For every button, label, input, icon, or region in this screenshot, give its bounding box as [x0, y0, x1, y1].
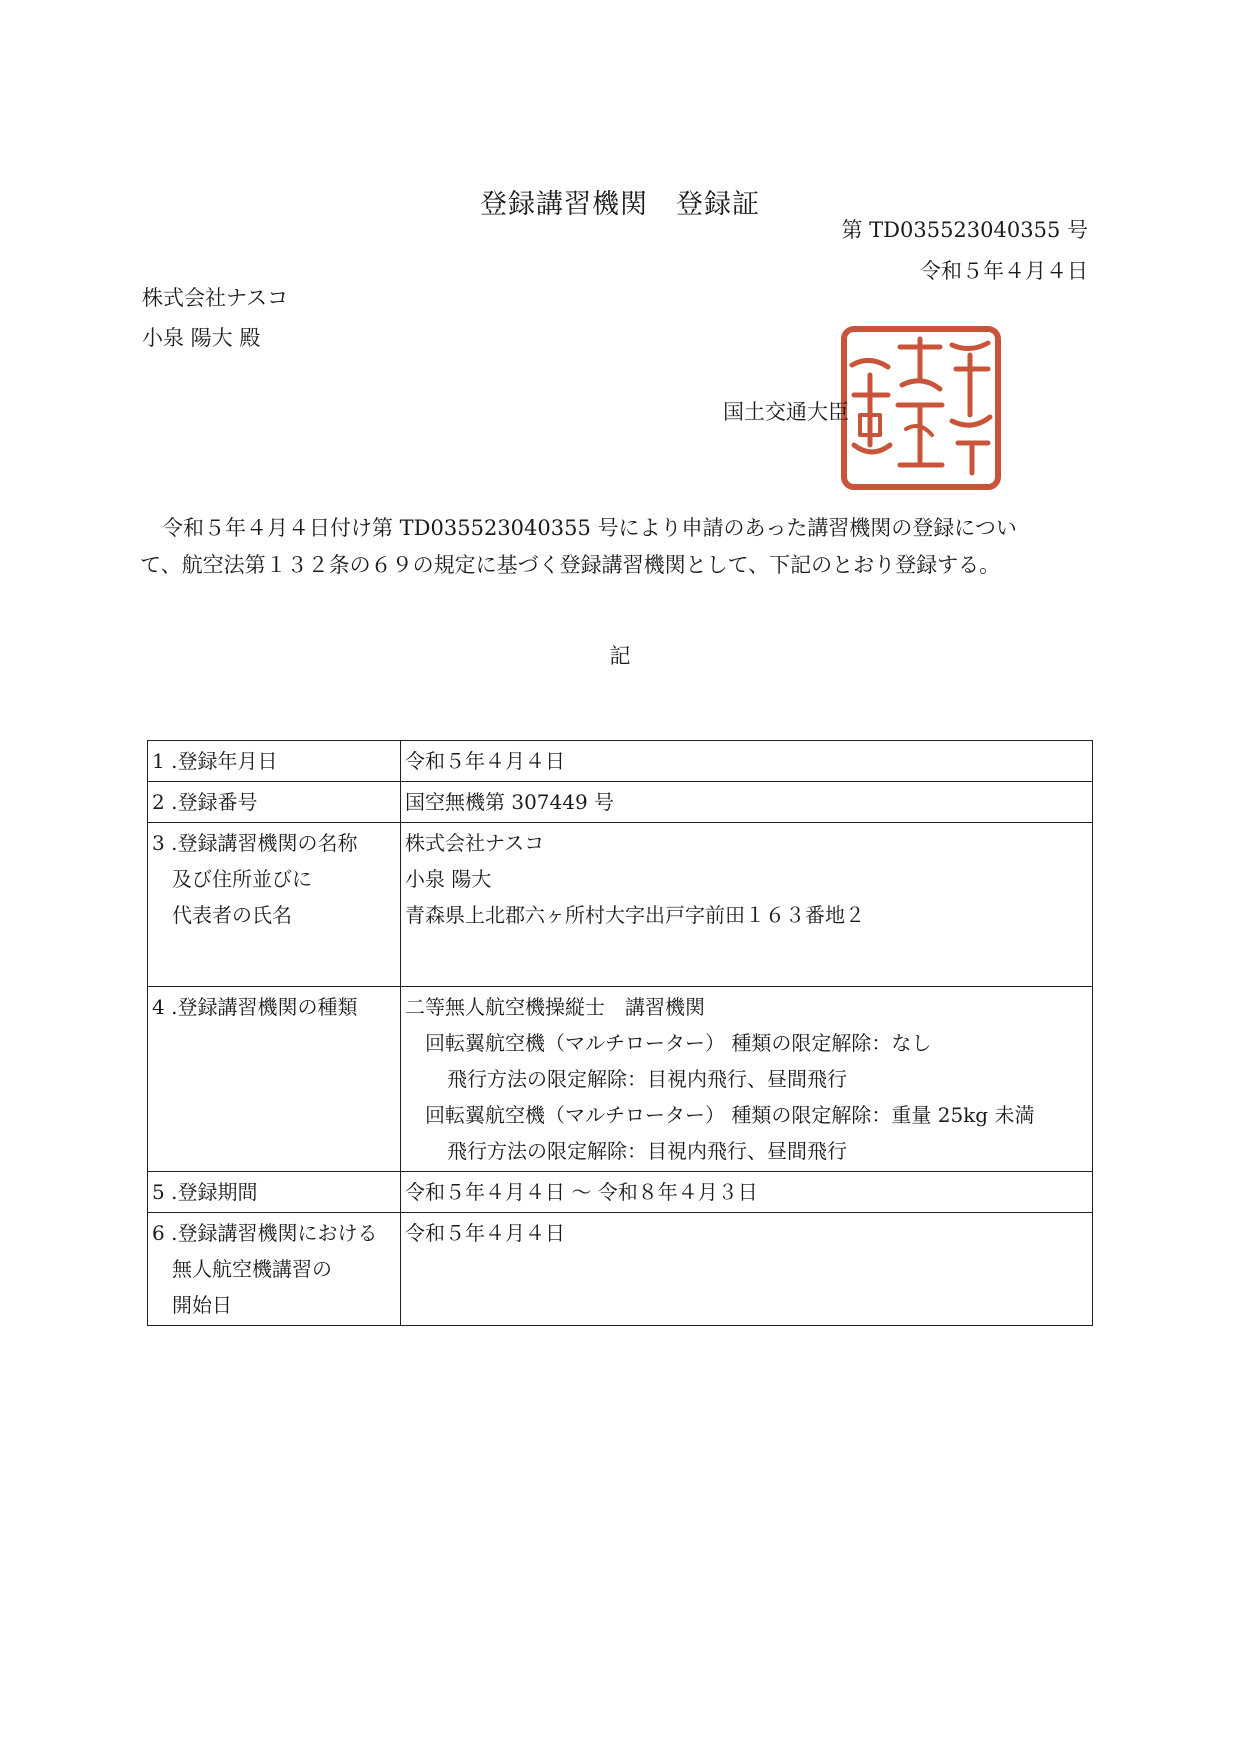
value-line: 飛行方法の限定解除：目視内飛行、昼間飛行 [447, 1139, 847, 1163]
issue-date: 令和５年４月４日 [920, 259, 1088, 283]
table-row [148, 741, 1093, 782]
issuer-name: 国土交通大臣 [723, 400, 849, 424]
value-line: 二等無人航空機操縦士 講習機関 [405, 995, 705, 1019]
label-line: 及び住所並びに [172, 867, 312, 891]
value-line: 株式会社ナスコ [405, 831, 545, 855]
value-line: 飛行方法の限定解除：目視内飛行、昼間飛行 [447, 1067, 847, 1091]
row-value [401, 782, 1093, 823]
document-title: 登録講習機関 登録証 [480, 189, 760, 220]
recipient-name: 小泉 陽大 殿 [142, 326, 261, 350]
label-line: 代表者の氏名 [172, 903, 292, 927]
registration-table [147, 740, 1093, 1326]
value-line: 令和５年４月４日 [405, 749, 565, 773]
value-line: 回転翼航空機（マルチローター） 種類の限定解除：重量 25kg 未満 [425, 1103, 1035, 1127]
official-seal-icon [840, 325, 1002, 491]
value-line: 令和５年４月４日 〜 令和８年４月３日 [405, 1180, 758, 1204]
row-label [148, 741, 401, 782]
table-row [148, 987, 1093, 1172]
row-value [401, 1172, 1093, 1213]
value-line: 青森県上北郡六ヶ所村大字出戸字前田１６３番地２ [405, 903, 865, 927]
body-paragraph [140, 510, 1100, 584]
table-row [148, 1172, 1093, 1213]
table-row [148, 823, 1093, 987]
row-value [401, 823, 1093, 987]
row-value [401, 987, 1093, 1172]
label-line: 6 .登録講習機関における [152, 1221, 378, 1245]
row-label [148, 823, 401, 987]
label-line: 無人航空機講習の [172, 1257, 332, 1281]
row-label [148, 1213, 401, 1326]
label-line: 3 .登録講習機関の名称 [152, 831, 358, 855]
recipient-company: 株式会社ナスコ [142, 286, 289, 310]
document-number: 第 TD035523040355 号 [841, 218, 1088, 242]
table-row [148, 782, 1093, 823]
row-value [401, 741, 1093, 782]
value-line: 令和５年４月４日 [405, 1221, 565, 1245]
row-label [148, 1172, 401, 1213]
value-line: 国空無機第 307449 号 [405, 790, 615, 814]
value-line: 回転翼航空機（マルチローター） 種類の限定解除：なし [425, 1031, 932, 1055]
label-line: 開始日 [172, 1293, 232, 1317]
label-line: 2 .登録番号 [152, 790, 258, 814]
body-line-2: て、航空法第１３２条の６９の規定に基づく登録講習機関として、下記のとおり登録する。 [140, 553, 1001, 577]
row-label [148, 987, 401, 1172]
row-value [401, 1213, 1093, 1326]
body-line-1: 令和５年４月４日付け第 TD035523040355 号により申請のあった講習機関の登録につい [162, 516, 1017, 540]
ki-heading: 記 [609, 644, 631, 668]
label-line: 5 .登録期間 [152, 1180, 258, 1204]
label-line: 1 .登録年月日 [152, 749, 278, 773]
label-line: 4 .登録講習機関の種類 [152, 995, 358, 1019]
value-line: 小泉 陽大 [405, 867, 492, 891]
table-row [148, 1213, 1093, 1326]
row-label [148, 782, 401, 823]
